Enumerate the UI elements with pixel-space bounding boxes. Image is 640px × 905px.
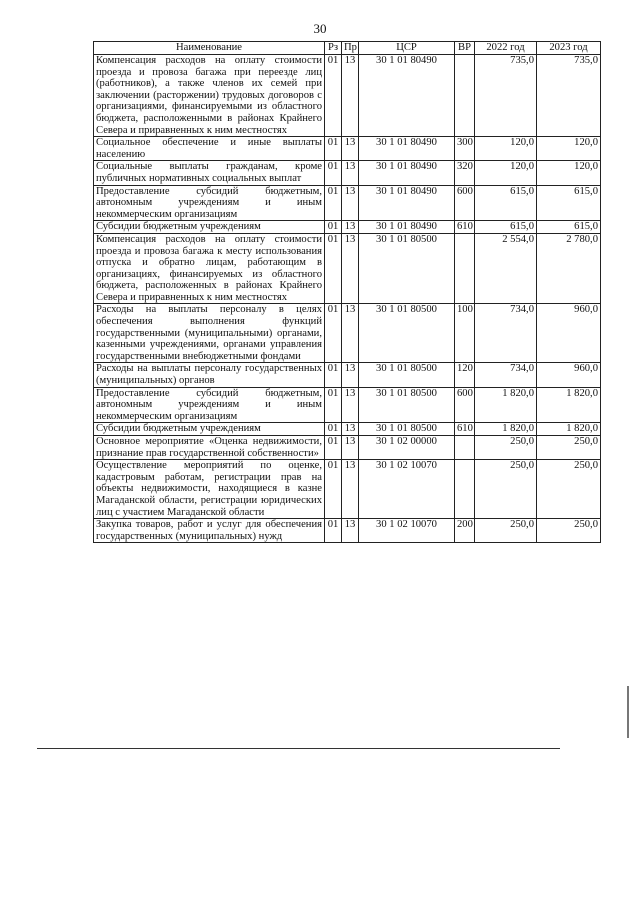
cell-amount-2023: 250,0 [537,519,601,543]
page-number: 30 [313,21,327,36]
cell-pr: 13 [342,233,359,304]
cell-rz: 01 [325,519,342,543]
table-row [94,363,601,387]
cell-amount-2023: 1 820,0 [537,423,601,436]
cell-amount-2023: 2 780,0 [537,233,601,304]
cell-csr: 30 1 02 00000 [359,436,455,460]
cell-csr: 30 1 01 80500 [359,363,455,387]
cell-amount-2022: 734,0 [475,304,537,363]
cell-rz: 01 [325,137,342,161]
table-row [94,387,601,423]
cell-amount-2022: 1 820,0 [475,423,537,436]
cell-pr: 13 [342,387,359,423]
footer-divider [37,748,560,749]
cell-amount-2023: 120,0 [537,161,601,185]
cell-pr: 13 [342,137,359,161]
scan-edge-mark [627,686,629,738]
cell-csr: 30 1 01 80500 [359,387,455,423]
cell-csr: 30 1 01 80500 [359,304,455,363]
cell-rz: 01 [325,460,342,519]
cell-pr: 13 [342,161,359,185]
cell-rz: 01 [325,423,342,436]
cell-rz: 01 [325,387,342,423]
cell-amount-2022: 120,0 [475,161,537,185]
table-row [94,137,601,161]
cell-pr: 13 [342,185,359,221]
header-vr: ВР [455,42,475,55]
cell-csr: 30 1 01 80490 [359,161,455,185]
cell-vr: 320 [455,161,475,185]
cell-vr: 610 [455,423,475,436]
cell-name: Социальное обеспечение и иные выплаты населению [94,137,325,161]
cell-name: Расходы на выплаты персоналу в целях обеспечения выполнения функций государственными (муниципальными) органами, казенными учреждениями, органами управления государственными внебюджетными фондами [94,304,325,363]
table-row [94,221,601,234]
header-name: Наименование [94,42,325,55]
cell-rz: 01 [325,185,342,221]
cell-pr: 13 [342,304,359,363]
table-row [94,519,601,543]
cell-amount-2022: 735,0 [475,55,537,137]
cell-vr [455,233,475,304]
cell-vr: 610 [455,221,475,234]
table-row [94,423,601,436]
table-row [94,436,601,460]
cell-name: Социальные выплаты гражданам, кроме публичных нормативных социальных выплат [94,161,325,185]
cell-amount-2023: 960,0 [537,304,601,363]
cell-pr: 13 [342,460,359,519]
cell-csr: 30 1 01 80490 [359,55,455,137]
cell-amount-2023: 120,0 [537,137,601,161]
cell-name: Предоставление субсидий бюджетным, автономным учреждениям и иным некоммерческим организациям [94,387,325,423]
cell-pr: 13 [342,423,359,436]
cell-rz: 01 [325,161,342,185]
header-csr: ЦСР [359,42,455,55]
cell-csr: 30 1 01 80490 [359,221,455,234]
cell-name: Компенсация расходов на оплату стоимости проезда и провоза багажа при переезде лиц (работников), а также членов их семей при заключении (расторжении) трудовых договоров с организациями, финансируемыми из областного бюджета, расположенными в районах Крайнего Севера и приравненных к ним местностях [94,55,325,137]
header-pr: Пр [342,42,359,55]
budget-table [93,41,601,543]
cell-pr: 13 [342,363,359,387]
cell-name: Компенсация расходов на оплату стоимости проезда и провоза багажа к месту использования отпуска и обратно лицам, работающим в организациях, финансируемых из областного бюджета, расположенных в районах Крайнего Севера и приравненных к ним местностях [94,233,325,304]
cell-vr: 200 [455,519,475,543]
header-2023: 2023 год [537,42,601,55]
cell-name: Предоставление субсидий бюджетным, автономным учреждениям и иным некоммерческим организациям [94,185,325,221]
cell-vr [455,436,475,460]
cell-amount-2022: 1 820,0 [475,387,537,423]
cell-amount-2022: 615,0 [475,221,537,234]
cell-vr: 100 [455,304,475,363]
cell-csr: 30 1 01 80490 [359,137,455,161]
cell-amount-2023: 1 820,0 [537,387,601,423]
cell-rz: 01 [325,55,342,137]
cell-name: Субсидии бюджетным учреждениям [94,221,325,234]
table-row [94,460,601,519]
table-row [94,185,601,221]
cell-amount-2023: 615,0 [537,221,601,234]
cell-amount-2022: 2 554,0 [475,233,537,304]
cell-vr: 300 [455,137,475,161]
cell-csr: 30 1 02 10070 [359,519,455,543]
cell-vr [455,55,475,137]
cell-amount-2022: 250,0 [475,460,537,519]
cell-rz: 01 [325,363,342,387]
cell-rz: 01 [325,221,342,234]
cell-name: Расходы на выплаты персоналу государственных (муниципальных) органов [94,363,325,387]
table-row [94,233,601,304]
cell-pr: 13 [342,436,359,460]
cell-csr: 30 1 01 80490 [359,185,455,221]
table-row [94,304,601,363]
cell-name: Закупка товаров, работ и услуг для обеспечения государственных (муниципальных) нужд [94,519,325,543]
cell-amount-2023: 615,0 [537,185,601,221]
cell-csr: 30 1 01 80500 [359,423,455,436]
cell-vr: 120 [455,363,475,387]
cell-csr: 30 1 01 80500 [359,233,455,304]
cell-vr [455,460,475,519]
cell-name: Субсидии бюджетным учреждениям [94,423,325,436]
cell-name: Основное мероприятие «Оценка недвижимости, признание прав государственной собственности» [94,436,325,460]
table-body [94,55,601,543]
cell-amount-2022: 734,0 [475,363,537,387]
cell-amount-2023: 250,0 [537,460,601,519]
cell-amount-2022: 250,0 [475,519,537,543]
cell-name: Осуществление мероприятий по оценке, кадастровым работам, регистрации прав на объекты недвижимости, находящиеся в казне Магаданской области, регистрации юридических лиц с участием Магаданской области [94,460,325,519]
cell-amount-2023: 250,0 [537,436,601,460]
cell-amount-2022: 615,0 [475,185,537,221]
cell-vr: 600 [455,185,475,221]
table-row [94,55,601,137]
cell-pr: 13 [342,221,359,234]
cell-rz: 01 [325,304,342,363]
cell-vr: 600 [455,387,475,423]
cell-amount-2023: 735,0 [537,55,601,137]
cell-amount-2022: 120,0 [475,137,537,161]
cell-csr: 30 1 02 10070 [359,460,455,519]
cell-amount-2022: 250,0 [475,436,537,460]
cell-rz: 01 [325,233,342,304]
cell-rz: 01 [325,436,342,460]
table-row [94,161,601,185]
cell-amount-2023: 960,0 [537,363,601,387]
cell-pr: 13 [342,519,359,543]
header-2022: 2022 год [475,42,537,55]
table-header-row [94,42,601,55]
header-rz: Рз [325,42,342,55]
cell-pr: 13 [342,55,359,137]
